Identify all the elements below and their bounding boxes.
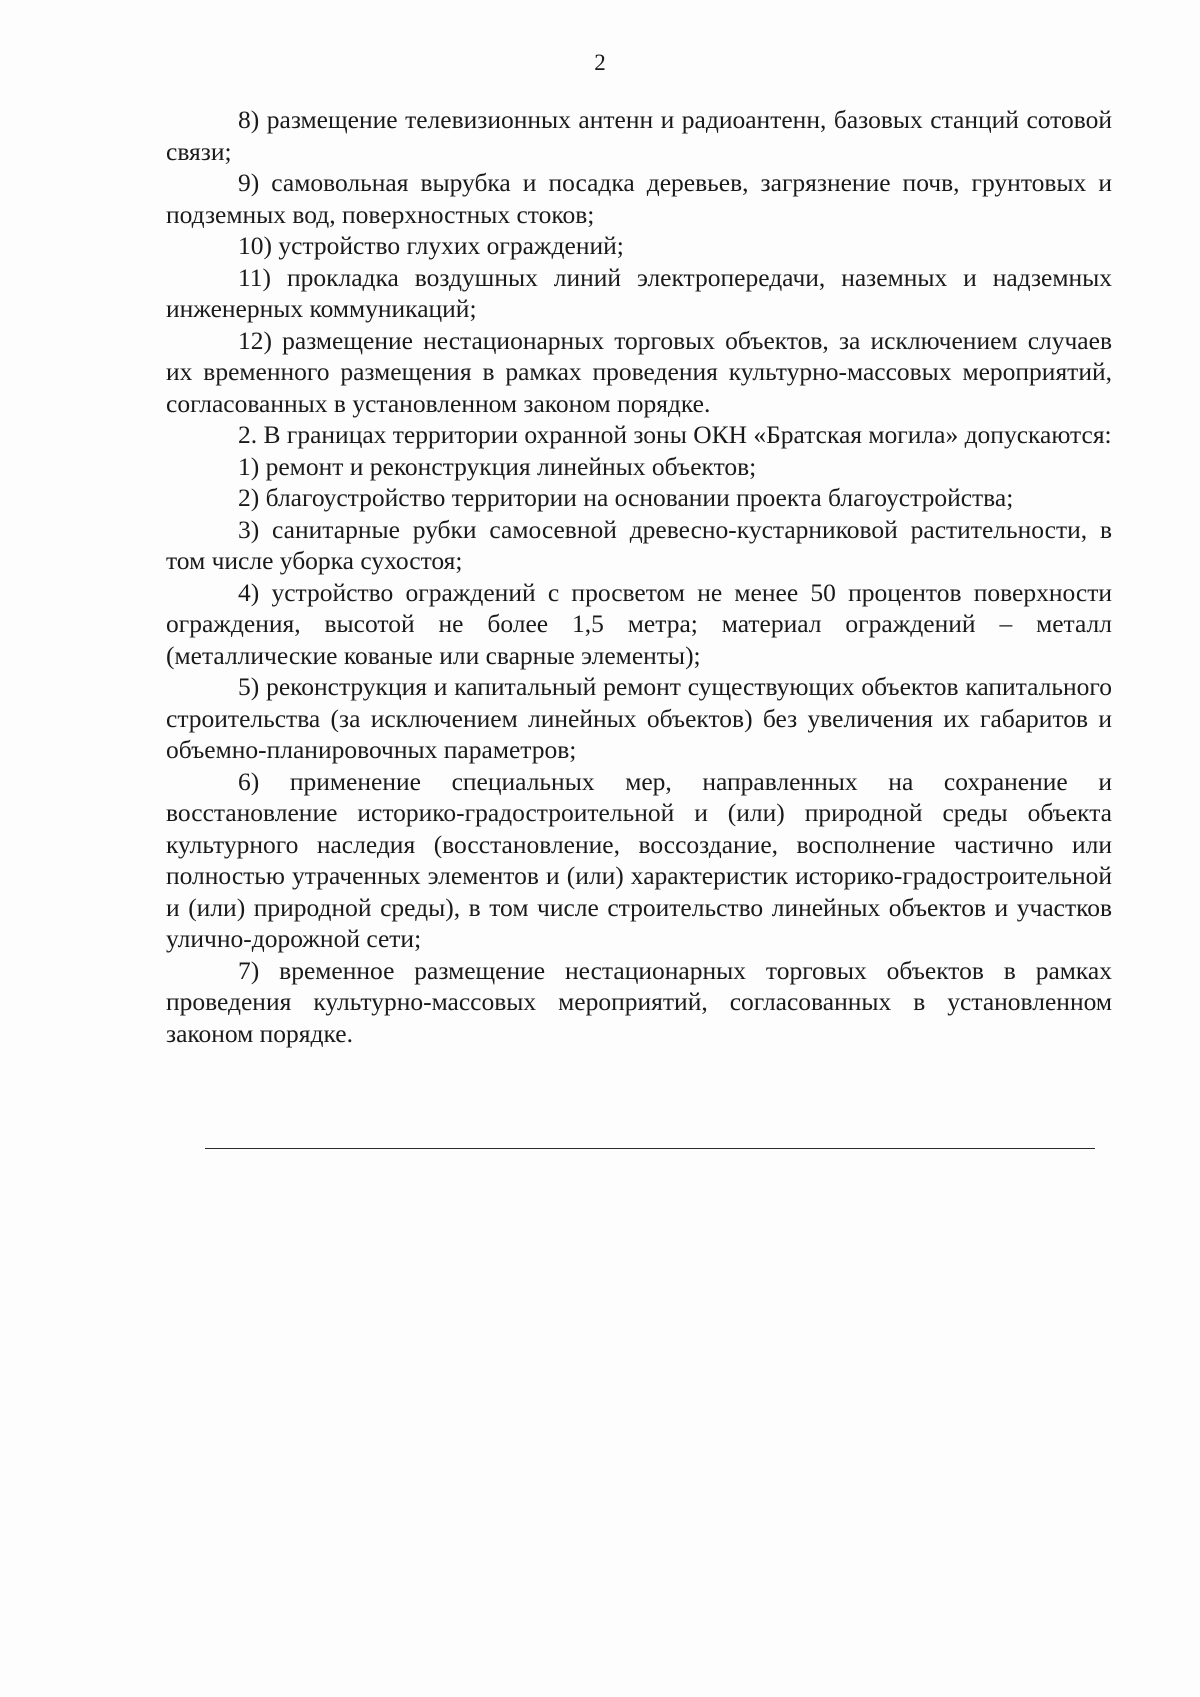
page-number: 2 <box>594 50 606 75</box>
allowed-item-5: 5) реконструкция и капитальный ремонт существующих объектов капитального строительства (за исключением линейных объектов) без увеличения их габаритов и объемно-планировочных параметров; <box>166 672 1112 764</box>
allowed-item-4: 4) устройство ограждений с просветом не менее 50 процентов поверхности ограждения, высотой не более 1,5 метра; материал ограждений – металл (металлические кованые или сварные элементы); <box>166 577 1112 670</box>
list-item-11: 11) прокладка воздушных линий электропередачи, наземных и надземных инженерных коммуникаций; <box>166 262 1112 323</box>
list-item-9: 9) самовольная вырубка и посадка деревьев, загрязнение почв, грунтовых и подземных вод, поверхностных стоков; <box>166 168 1112 229</box>
allowed-item-7: 7) временное размещение нестационарных торговых объектов в рамках проведения культурно-массовых мероприятий, согласованных в установленном законом порядке. <box>166 955 1112 1048</box>
allowed-item-3: 3) санитарные рубки самосевной древесно-кустарниковой растительности, в том числе уборка сухостоя; <box>166 514 1112 575</box>
list-item-12: 12) размещение нестационарных торговых объектов, за исключением случаев их временного размещения в рамках проведения культурно-массовых мероприятий, согласованных в установленном законом порядке. <box>166 325 1112 418</box>
list-item-10: 10) устройство глухих ограждений; <box>238 231 624 260</box>
section-2-heading: 2. В границах территории охранной зоны ОКН «Братская могила» допускаются: <box>238 420 1112 449</box>
list-item-8: 8) размещение телевизионных антенн и радиоантенн, базовых станций сотовой связи; <box>166 105 1112 166</box>
allowed-item-2: 2) благоустройство территории на основании проекта благоустройства; <box>238 483 1014 512</box>
allowed-item-1: 1) ремонт и реконструкция линейных объектов; <box>238 451 757 481</box>
document-body <box>166 104 1112 1049</box>
end-divider-line <box>205 1148 1095 1149</box>
allowed-item-6: 6) применение специальных мер, направленных на сохранение и восстановление историко-градостроительной и (или) природной среды объекта культурного наследия (восстановление, воссоздание, восполнение частично или полностью утраченных элементов и (или) характеристик историко-градостроительной и (или) природной среды), в том числе строительство линейных объектов и участков улично-дорожной сети; <box>166 766 1112 953</box>
